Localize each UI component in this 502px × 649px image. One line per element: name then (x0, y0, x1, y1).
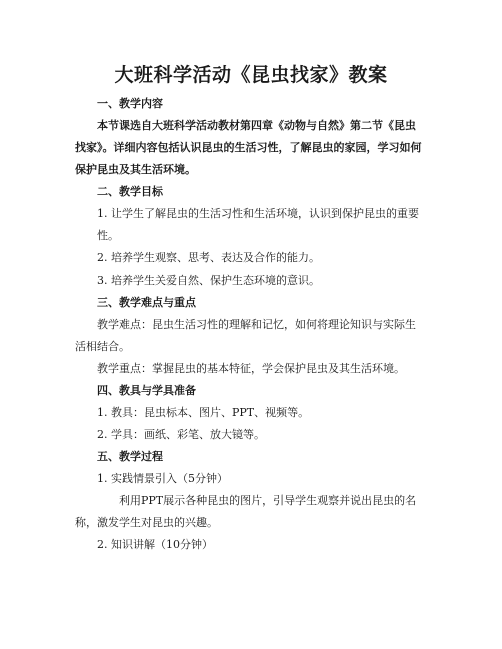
document-title: 大班科学活动《昆虫找家》教案 (114, 64, 388, 86)
section-heading: 二、教学目标 (97, 185, 163, 198)
section-heading: 一、教学内容 (97, 97, 163, 110)
list-item: 2. 培养学生观察、思考、表达及合作的能力。 (97, 251, 320, 264)
section-heading: 五、教学过程 (97, 450, 163, 463)
section-paragraph: 本节课选自大班科学活动教材第四章《动物与自然》第二节《昆虫找家》。详细内容包括认识昆虫的生活习性，了解昆虫的家园，学习如何保护昆虫及其生活环境。 (75, 119, 422, 176)
section-paragraph: 利用PPT展示各种昆虫的图片，引导学生观察并说出昆虫的名称，激发学生对昆虫的兴趣。 (75, 494, 417, 529)
list-item: 2. 知识讲解（10分钟） (97, 538, 213, 551)
section-heading: 三、教学难点与重点 (97, 296, 196, 309)
list-item: 3. 培养学生关爱自然、保护生态环境的意识。 (97, 274, 320, 287)
list-item: 1. 实践情景引入（5分钟） (97, 472, 228, 485)
section-heading: 四、教具与学具准备 (97, 384, 196, 397)
list-item: 1. 教具：昆虫标本、图片、PPT、视频等。 (97, 406, 310, 419)
list-item: 2. 学具：画纸、彩笔、放大镜等。 (97, 428, 265, 441)
section-paragraph: 教学重点：掌握昆虫的基本特征，学会保护昆虫及其生活环境。 (97, 362, 405, 375)
list-item: 1. 让学生了解昆虫的生活习性和生活环境，认识到保护昆虫的重要性。 (97, 207, 419, 242)
section-paragraph: 教学难点：昆虫生活习性的理解和记忆，如何将理论知识与实际生活相结合。 (75, 318, 416, 353)
